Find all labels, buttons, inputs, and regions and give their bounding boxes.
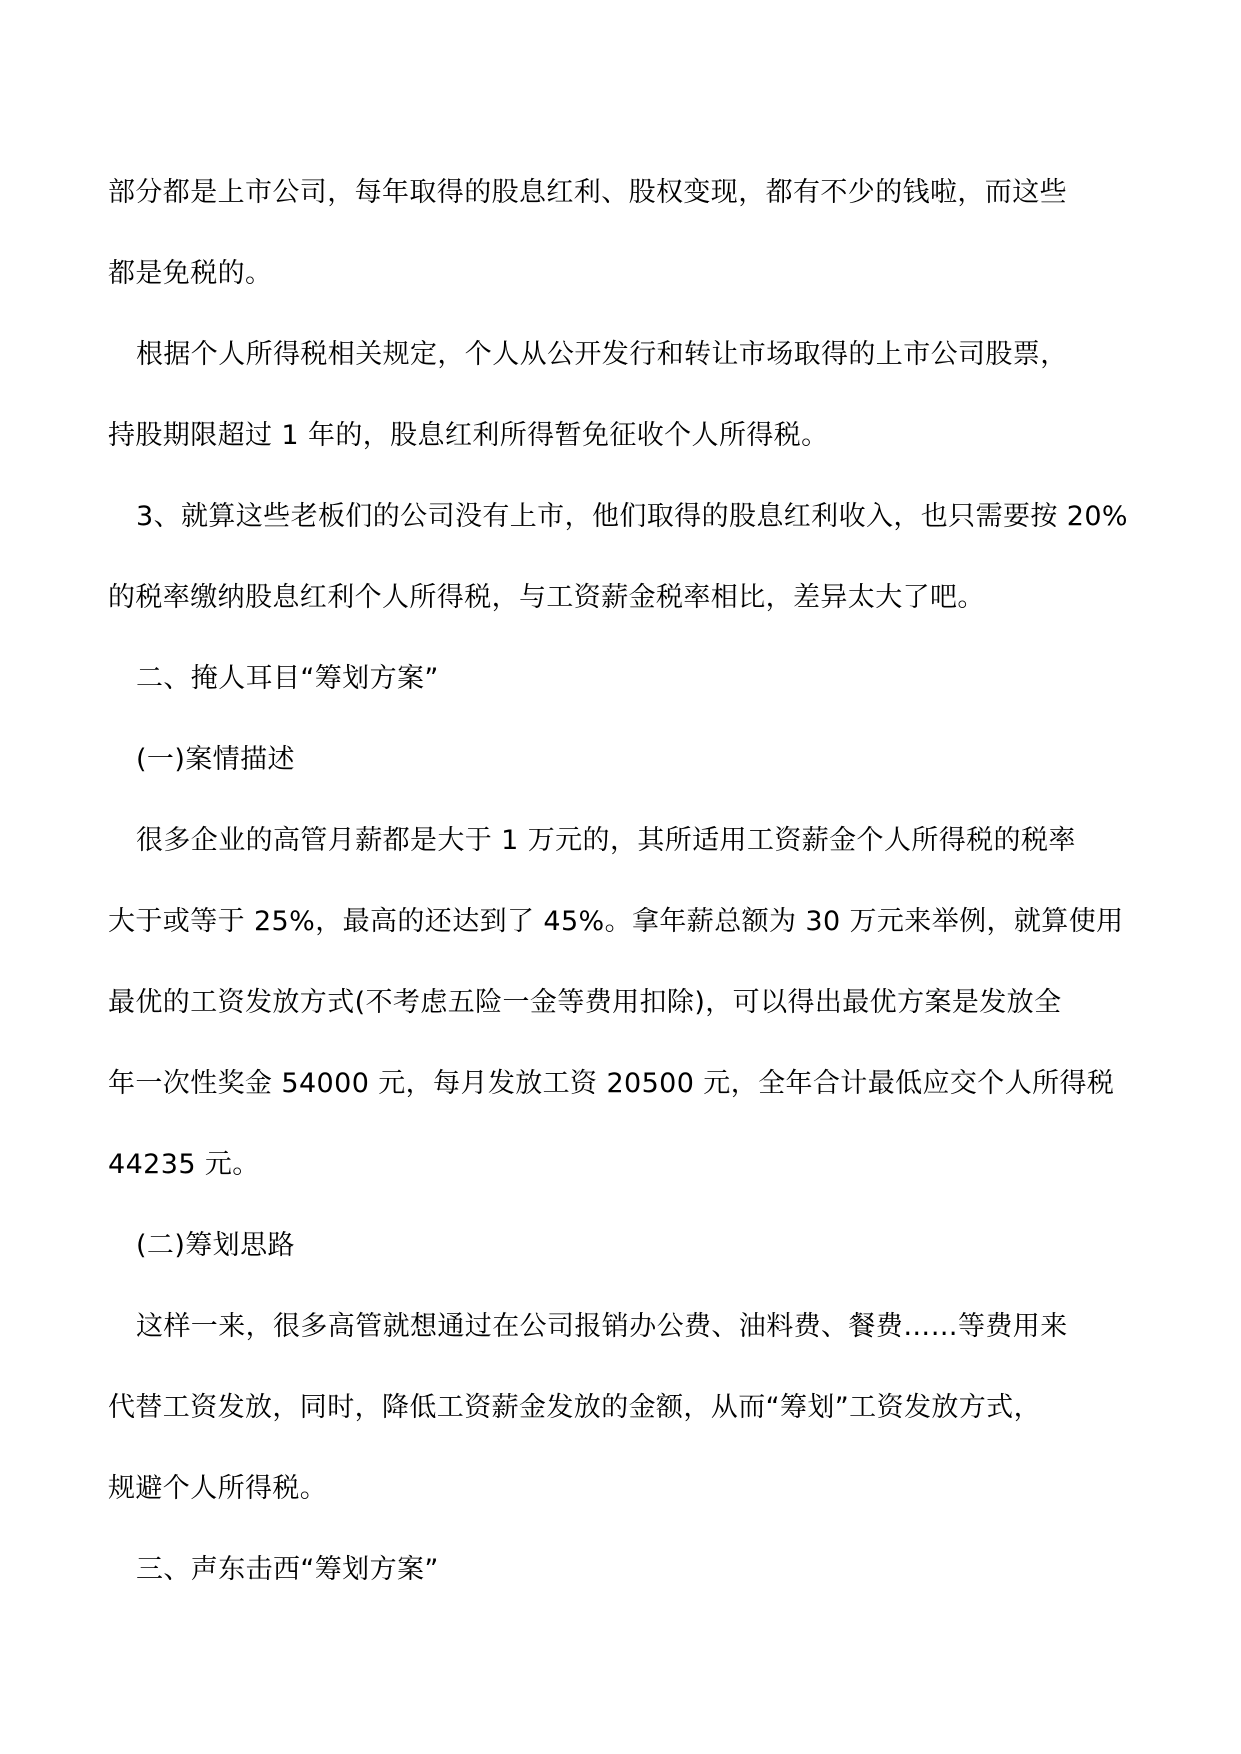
text-line-12: 年一次性奖金 54000 元，每月发放工资 20500 元，全年合计最低应交个人所得税 (108, 1068, 1115, 1099)
subsection-heading-1: (一)案情描述 (136, 744, 295, 775)
text-line-2: 都是免税的。 (108, 258, 273, 289)
section-heading-3: 三、声东击西“筹划方案” (136, 1554, 439, 1585)
text-line-6: 的税率缴纳股息红利个人所得税，与工资薪金税率相比，差异太大了吧。 (108, 582, 985, 613)
text-line-13: 44235 元。 (108, 1149, 260, 1180)
section-heading-2: 二、掩人耳目“筹划方案” (136, 663, 439, 694)
text-line-15: 这样一来，很多高管就想通过在公司报销办公费、油料费、餐费……等费用来 (136, 1311, 1068, 1342)
text-line-4: 持股期限超过 1 年的，股息红利所得暂免征收个人所得税。 (108, 420, 829, 451)
text-line-3: 根据个人所得税相关规定，个人从公开发行和转让市场取得的上市公司股票， (136, 339, 1068, 370)
text-line-9: 很多企业的高管月薪都是大于 1 万元的，其所适用工资薪金个人所得税的税率 (136, 825, 1076, 856)
text-line-17: 规避个人所得税。 (108, 1473, 328, 1504)
text-line-11: 最优的工资发放方式(不考虑五险一金等费用扣除)，可以得出最优方案是发放全 (108, 987, 1062, 1018)
text-line-10: 大于或等于 25%，最高的还达到了 45%。拿年薪总额为 30 万元来举例，就算使用 (108, 906, 1124, 937)
subsection-heading-2: (二)筹划思路 (136, 1230, 295, 1261)
text-line-5: 3、就算这些老板们的公司没有上市，他们取得的股息红利收入，也只需要按 20% (136, 501, 1128, 532)
text-line-16: 代替工资发放，同时，降低工资薪金发放的金额，从而“筹划”工资发放方式， (108, 1392, 1041, 1423)
text-line-1: 部分都是上市公司，每年取得的股息红利、股权变现，都有不少的钱啦，而这些 (108, 177, 1067, 208)
